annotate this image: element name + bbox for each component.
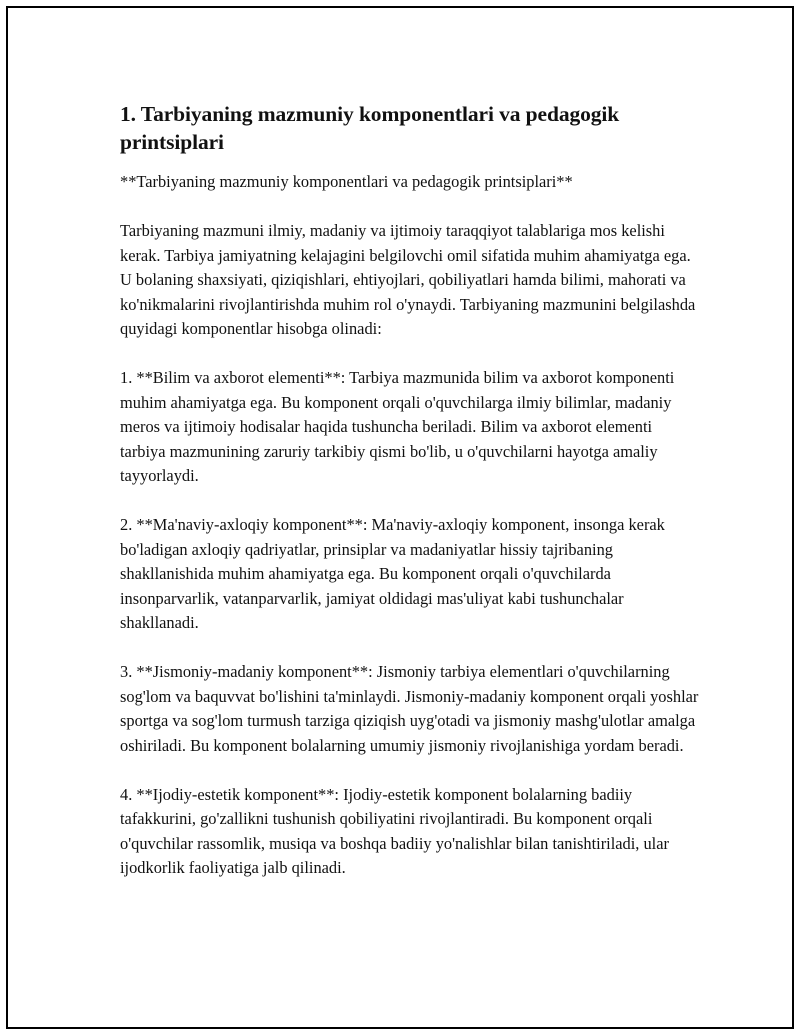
document-body — [120, 100, 700, 905]
paragraph-intro: Tarbiyaning mazmuni ilmiy, madaniy va ijtimoiy taraqqiyot talablariga mos kelishi kerak. Tarbiya jamiyatning kelajagini belgilovchi omil sifatida muhim ahamiyatga ega. U bolaning shaxsiyati, qiziqishlari, ehtiyojlari, qobiliyatlari hamda bilimi, mahorati va ko'nikmalarini rivojlantirishda muhim rol o'ynaydi. Tarbiyaning mazmunini belgilashda quyidagi komponentlar hisobga olinadi: — [120, 221, 696, 338]
page-frame — [6, 6, 794, 1029]
paragraph-physical-component: 3. **Jismoniy-madaniy komponent**: Jismoniy tarbiya elementlari o'quvchilarning sog'lom va baquvvat bo'lishini ta'minlaydi. Jismoniy-madaniy komponent orqali yoshlar sportga va sog'lom turmush tarziga qiziqish uyg'otadi va jismoniy mashg'ulotlar amalga oshiriladi. Bu komponent bolalarning umumiy jismoniy rivojlanishiga yordam beradi. — [120, 662, 699, 755]
paragraph-aesthetic-component: 4. **Ijodiy-estetik komponent**: Ijodiy-estetik komponent bolalarning badiiy tafakkurini, go'zallikni tushunish qobiliyatini rivojlantiradi. Bu komponent orqali o'quvchilar rassomlik, musiqa va boshqa badiiy yo'nalishlar bilan tanishtiriladi, ular ijodkorlik faoliyatiga jalb qilinadi. — [120, 784, 669, 877]
document-subtitle: **Tarbiyaning mazmuniy komponentlari va pedagogik printsiplari** — [120, 172, 573, 191]
paragraph-knowledge-component: 1. **Bilim va axborot elementi**: Tarbiya mazmunida bilim va axborot komponenti muhim ahamiyatga ega. Bu komponent orqali o'quvchilarga ilmiy bilimlar, madaniy meros va ijtimoiy hodisalar haqida tushuncha beriladi. Bilim va axborot elementi tarbiya mazmunining zaruriy tarkibiy qismi bo'lib, u o'quvchilarni hayotga amaliy tayyorlaydi. — [120, 368, 675, 485]
paragraph-moral-component: 2. **Ma'naviy-axloqiy komponent**: Ma'naviy-axloqiy komponent, insonga kerak bo'ladigan axloqiy qadriyatlar, prinsiplar va madaniyatlar hissiy tajribaning shakllanishida muhim ahamiyatga ega. Bu komponent orqali o'quvchilarda insonparvarlik, vatanparvarlik, jamiyat oldidagi mas'uliyat kabi tushunchalar shakllanadi. — [120, 515, 665, 632]
document-title: 1. Tarbiyaning mazmuniy komponentlari va pedagogik printsiplari — [120, 102, 620, 154]
